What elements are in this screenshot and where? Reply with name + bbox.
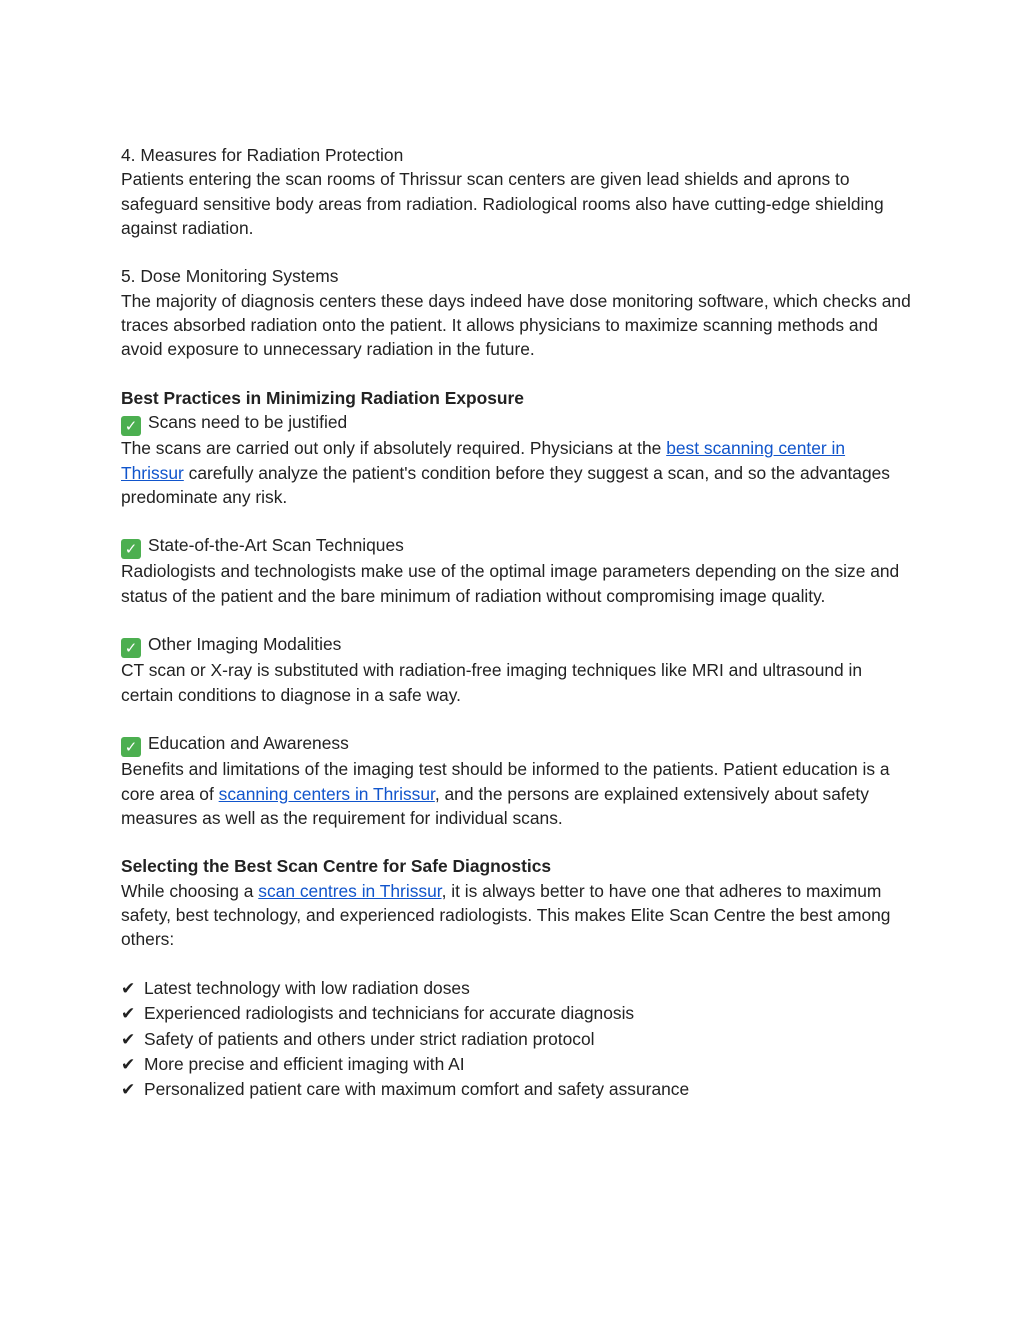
check-mark-icon: ✔ (121, 1004, 136, 1025)
text-span: carefully analyze the patient's condition before they suggest a scan, and so the advantages predominate any risk. (121, 462, 890, 507)
section-body-selecting (121, 879, 911, 952)
paragraph-gap (121, 952, 911, 976)
section-body-dose-monitoring: The majority of diagnosis centers these days indeed have dose monitoring software, which checks and traces absorbed radiation onto the patient. It allows physicians to maximize scanning methods and avoid exposure to unnecessary radiation in the future. (121, 290, 911, 360)
practice-title-education (121, 731, 911, 757)
section-heading-best-practices: Best Practices in Minimizing Radiation Exposure (121, 387, 524, 408)
paragraph-gap (121, 240, 911, 264)
list-item (121, 976, 911, 1001)
link-scanning-centers[interactable]: scanning centers in Thrissur (218, 783, 435, 804)
section-heading-radiation-protection: 4. Measures for Radiation Protection (121, 145, 404, 165)
practice-title-techniques (121, 533, 911, 559)
check-mark-button-icon: ✓ (121, 737, 141, 757)
text-span: , and the persons are explained extensively about safety measures as well as the requirement for individual scans. (121, 783, 869, 828)
check-mark-icon: ✔ (121, 1029, 136, 1050)
check-mark-icon: ✔ (121, 978, 136, 999)
check-mark-button-icon: ✓ (121, 539, 141, 559)
check-mark-button-icon: ✓ (121, 638, 141, 658)
link-best-scanning-center[interactable]: best scanning center in Thrissur (121, 438, 846, 483)
document-page (121, 143, 911, 1102)
list-item (121, 1052, 911, 1077)
practice-body-justified (121, 436, 911, 509)
text-span: , it is always better to have one that adheres to maximum safety, best technology, and experienced radiologists. This makes Elite Scan Centre the best among others: (121, 880, 891, 950)
practice-title-modalities (121, 632, 911, 658)
list-item-label: Personalized patient care with maximum comfort and safety assurance (144, 1079, 690, 1100)
text-span: While choosing a (121, 880, 259, 901)
practice-body-techniques: Radiologists and technologists make use of the optimal image parameters depending on the size and status of the patient and the bare minimum of radiation without compromising image quality. (121, 561, 900, 606)
list-item (121, 1001, 911, 1026)
check-mark-button-icon: ✓ (121, 416, 141, 436)
practice-body-education (121, 757, 911, 830)
paragraph-gap (121, 830, 911, 854)
paragraph-gap (121, 707, 911, 731)
list-item (121, 1027, 911, 1052)
practice-title-label: State-of-the-Art Scan Techniques (148, 535, 404, 556)
practice-title-label: Education and Awareness (148, 733, 349, 754)
benefits-list (121, 976, 911, 1102)
list-item-label: Experienced radiologists and technicians for accurate diagnosis (144, 1003, 635, 1024)
list-item (121, 1077, 911, 1102)
section-body-radiation-protection: Patients entering the scan rooms of Thrissur scan centers are given lead shields and aprons to safeguard sensitive body areas from radiation. Radiological rooms also have cutting-edge shielding against radiation. (121, 169, 884, 238)
text-span: Benefits and limitations of the imaging test should be informed to the patients. Patient education is a core area of (121, 759, 890, 804)
practice-title-label: Other Imaging Modalities (148, 634, 342, 655)
practice-body-modalities: CT scan or X-ray is substituted with radiation-free imaging techniques like MRI and ultrasound in certain conditions to diagnose in a safe way. (121, 660, 863, 705)
paragraph-gap (121, 362, 911, 386)
check-mark-icon: ✔ (121, 1080, 136, 1101)
paragraph-gap (121, 509, 911, 533)
list-item-label: Safety of patients and others under strict radiation protocol (144, 1028, 595, 1049)
section-heading-selecting: Selecting the Best Scan Centre for Safe Diagnostics (121, 856, 552, 877)
text-span: The scans are carried out only if absolutely required. Physicians at the (121, 438, 667, 459)
section-heading-dose-monitoring: 5. Dose Monitoring Systems (121, 266, 339, 287)
practice-title-justified (121, 410, 911, 436)
paragraph-gap (121, 608, 911, 632)
link-scan-centres[interactable]: scan centres in Thrissur (258, 880, 442, 901)
list-item-label: Latest technology with low radiation doses (144, 977, 470, 998)
check-mark-icon: ✔ (121, 1054, 136, 1075)
list-item-label: More precise and efficient imaging with AI (144, 1053, 465, 1074)
practice-title-label: Scans need to be justified (148, 412, 348, 433)
